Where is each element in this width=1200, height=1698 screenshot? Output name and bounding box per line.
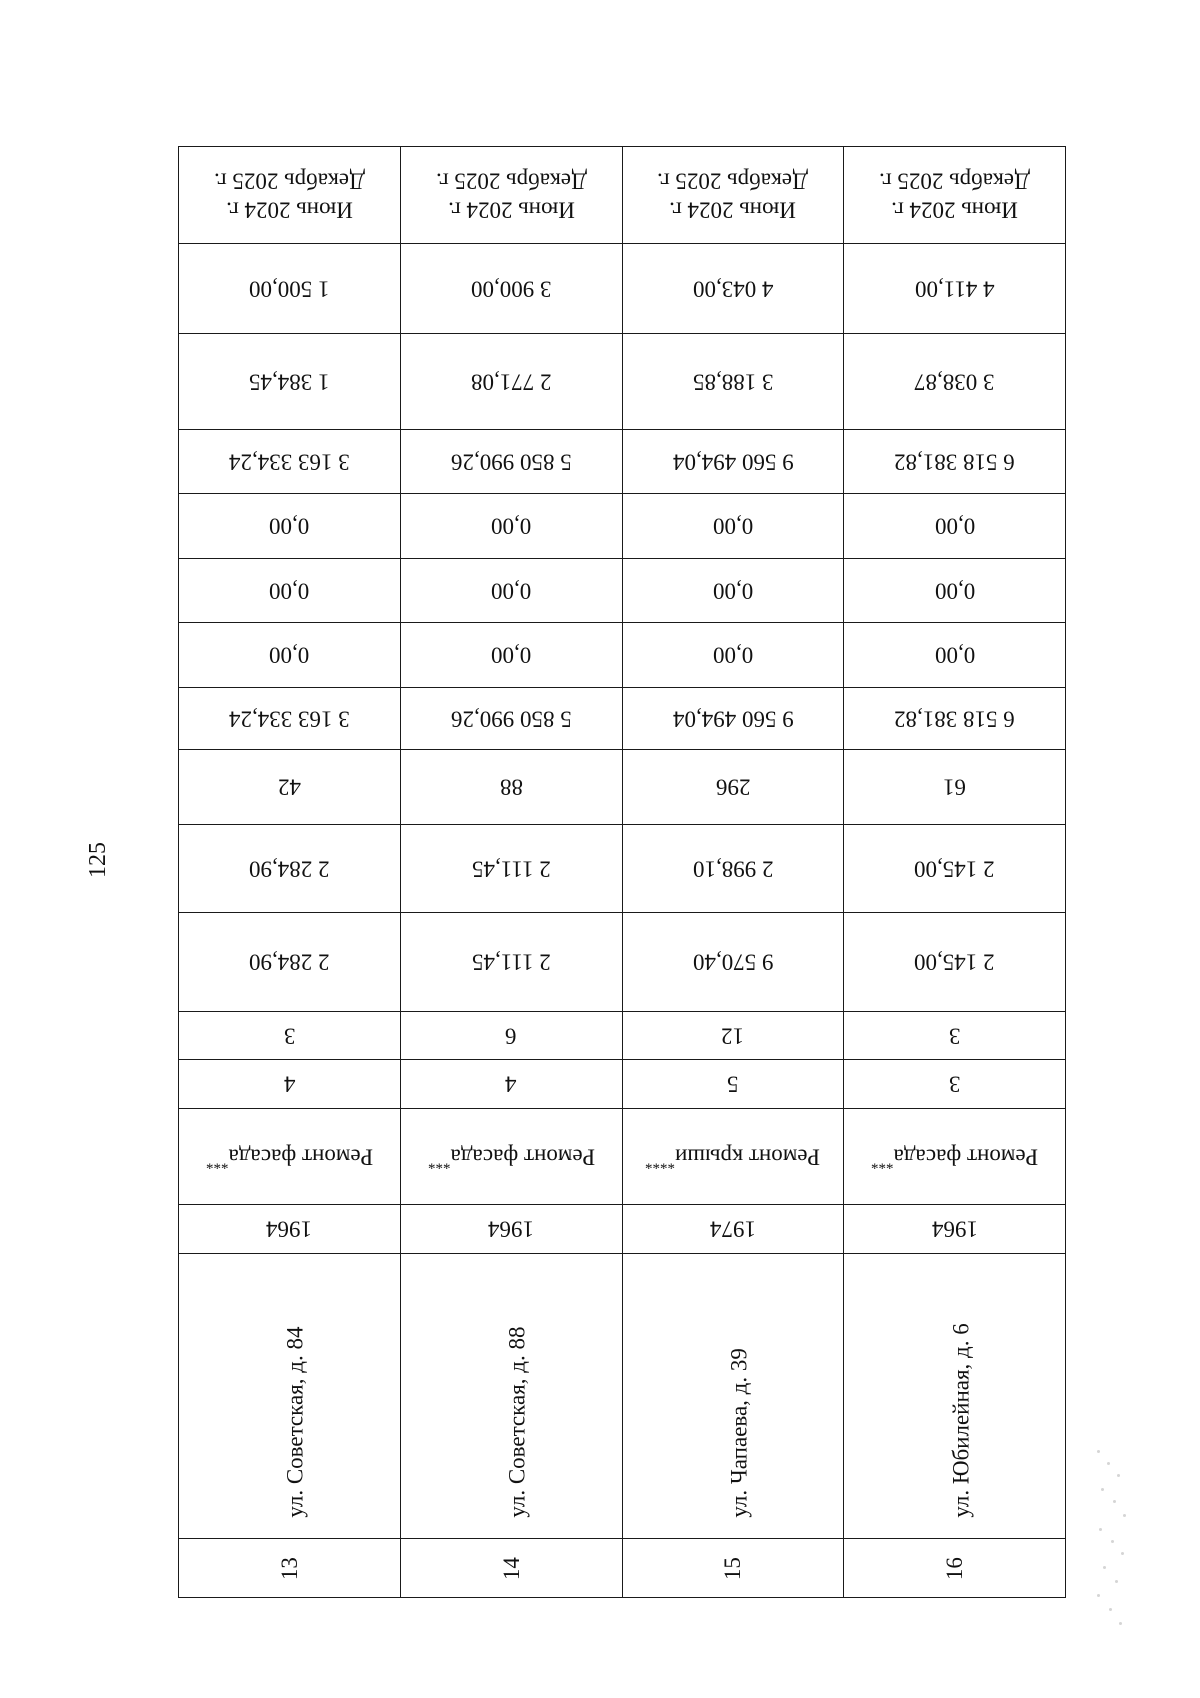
value-cell: 0,00	[712, 578, 753, 604]
value-cell: 2 111,45	[471, 949, 551, 975]
value-cell: 6	[505, 1023, 517, 1049]
value-cell: 9 570,40	[692, 949, 774, 975]
value-cell: 2 284,90	[249, 949, 330, 975]
value-cell: 9 560 494,04	[672, 449, 794, 475]
work-type-cell: Ремонт крыши****	[645, 1144, 821, 1171]
value-cell: 2 998,10	[692, 856, 774, 882]
table-row-total	[179, 429, 1066, 493]
table-row-limit	[179, 243, 1066, 334]
value-cell: 88	[499, 774, 523, 800]
page-number: 125	[85, 842, 111, 878]
value-cell: 3	[283, 1023, 296, 1049]
table-row-work-type	[179, 1108, 1066, 1205]
table-row-unit-2	[179, 824, 1066, 913]
value-cell: 3 188,85	[692, 369, 774, 395]
work-type-cell: Ремонт фасада***	[871, 1144, 1039, 1171]
value-cell: 0,00	[269, 642, 310, 668]
value-cell: 61	[943, 774, 967, 800]
row-number-cell: 13	[276, 1556, 302, 1580]
value-cell: 0,00	[712, 642, 753, 668]
period-cell: Июнь 2024 г. Декабрь 2025 г.	[657, 168, 809, 223]
value-cell: 9 560 494,04	[672, 706, 794, 732]
year-cell: 1974	[709, 1216, 756, 1242]
table-row-zero-1	[179, 494, 1066, 558]
value-cell: 296	[715, 774, 751, 800]
value-cell: 3 900,00	[470, 276, 552, 302]
value-cell: 5	[727, 1071, 739, 1097]
row-number-cell: 14	[498, 1556, 524, 1580]
value-cell: 42	[277, 774, 301, 800]
value-cell: 3 163 334,24	[229, 449, 350, 475]
year-cell: 1964	[266, 1216, 313, 1242]
period-cell: Июнь 2024 г. Декабрь 2025 г.	[213, 168, 365, 223]
table-row-zero-3	[179, 623, 1066, 687]
table-row-period	[179, 147, 1066, 244]
value-cell: 2 145,00	[914, 856, 995, 882]
table-row-number	[179, 1539, 1066, 1598]
address-cell: ул. Юбилейная, д. 6	[947, 1323, 973, 1518]
table-row-unit-cost	[179, 334, 1066, 430]
capital-repair-table	[178, 146, 1066, 1598]
period-cell: Июнь 2024 г. Декабрь 2025 г.	[435, 168, 587, 223]
table-row-cost	[179, 687, 1066, 749]
year-cell: 1964	[931, 1216, 978, 1242]
value-cell: 5 850 990,26	[450, 449, 572, 475]
table-row-address	[179, 1253, 1066, 1539]
value-cell: 0,00	[269, 578, 310, 604]
value-cell: 2 771,08	[470, 369, 552, 395]
value-cell: 3	[948, 1071, 961, 1097]
value-cell: 2 111,45	[471, 856, 551, 882]
value-cell: 3	[948, 1023, 961, 1049]
value-cell: 2 145,00	[914, 949, 995, 975]
value-cell: 4	[283, 1071, 296, 1097]
row-number-cell: 15	[720, 1556, 746, 1580]
value-cell: 0,00	[269, 513, 310, 539]
row-number-cell: 16	[941, 1556, 967, 1580]
value-cell: 4 411,00	[914, 276, 995, 302]
table-row-a	[179, 1011, 1066, 1059]
year-cell: 1964	[488, 1216, 535, 1242]
table-row-unit-1	[179, 913, 1066, 1012]
value-cell: 0,00	[934, 578, 975, 604]
address-cell: ул. Советская, д. 88	[504, 1326, 530, 1518]
value-cell: 6 518 381,82	[894, 449, 1015, 475]
value-cell: 5 850 990,26	[450, 706, 572, 732]
table-row-b	[179, 1060, 1066, 1108]
table-row-year	[179, 1205, 1066, 1253]
period-cell: Июнь 2024 г. Декабрь 2025 г.	[879, 168, 1031, 223]
table-row-zero-2	[179, 558, 1066, 622]
value-cell: 0,00	[491, 513, 532, 539]
value-cell: 0,00	[491, 578, 532, 604]
value-cell: 1 500,00	[249, 276, 330, 302]
value-cell: 0,00	[934, 513, 975, 539]
work-type-cell: Ремонт фасада***	[205, 1144, 373, 1171]
address-cell: ул. Чапаева, д. 39	[726, 1348, 752, 1518]
value-cell: 2 284,90	[249, 856, 330, 882]
work-type-cell: Ремонт фасада***	[427, 1144, 595, 1171]
value-cell: 0,00	[491, 642, 532, 668]
value-cell: 6 518 381,82	[894, 706, 1015, 732]
table-row-count	[179, 750, 1066, 825]
value-cell: 3 163 334,24	[229, 706, 350, 732]
value-cell: 4	[505, 1071, 517, 1097]
scan-noise-stamp	[1093, 1440, 1129, 1640]
value-cell: 3 038,87	[914, 369, 995, 395]
value-cell: 0,00	[934, 642, 975, 668]
value-cell: 12	[721, 1023, 745, 1049]
value-cell: 1 384,45	[249, 369, 330, 395]
value-cell: 0,00	[712, 513, 753, 539]
value-cell: 4 043,00	[692, 276, 774, 302]
address-cell: ул. Советская, д. 84	[282, 1326, 308, 1518]
